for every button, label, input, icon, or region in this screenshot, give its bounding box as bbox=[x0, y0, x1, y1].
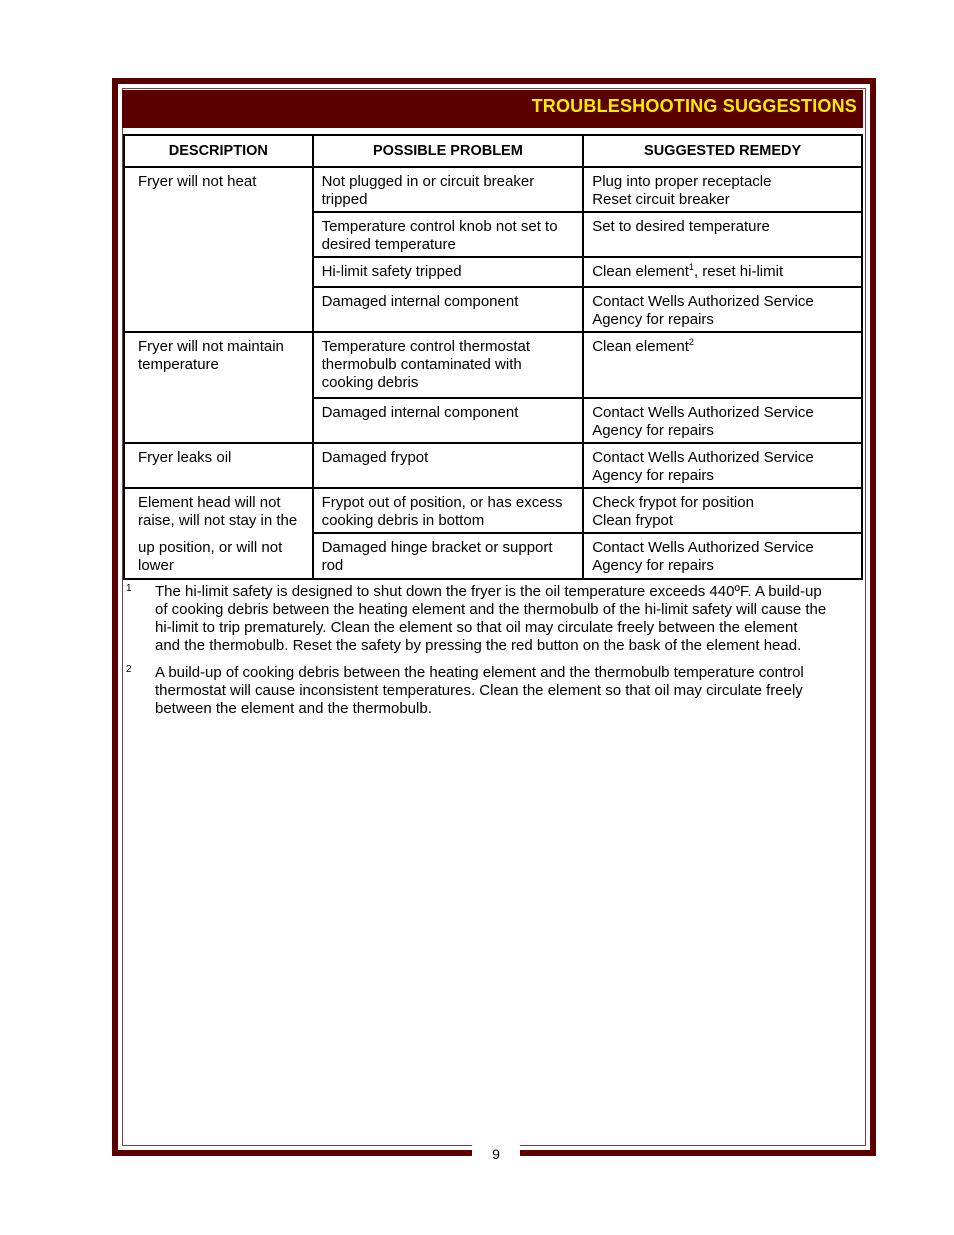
description-text: temperature bbox=[138, 356, 219, 373]
remedy-cell bbox=[583, 167, 862, 212]
table-row bbox=[124, 167, 862, 212]
problem-text: Temperature control thermostat bbox=[321, 338, 531, 355]
title-bar bbox=[122, 90, 863, 128]
remedy-text: Agency for repairs bbox=[592, 422, 714, 439]
problem-cell bbox=[313, 257, 584, 287]
footnote-text: A build-up of cooking debris between the heating element and the thermobulb temperature control bbox=[155, 664, 804, 681]
remedy-text: Clean element bbox=[592, 263, 689, 280]
problem-text: Damaged internal component bbox=[321, 404, 519, 421]
remedy-cell bbox=[583, 443, 862, 488]
problem-cell bbox=[313, 443, 584, 488]
table-row bbox=[124, 488, 862, 533]
remedy-cell bbox=[583, 287, 862, 332]
remedy-text: Reset circuit breaker bbox=[592, 191, 730, 208]
problem-text: rod bbox=[321, 557, 344, 574]
table-row bbox=[124, 332, 862, 398]
problem-cell bbox=[313, 398, 584, 443]
description-text: up position, or will not bbox=[138, 539, 283, 556]
header-possible-problem: POSSIBLE PROBLEM bbox=[313, 135, 584, 167]
footnote-text: thermostat will cause inconsistent temperatures. Clean the element so that oil may circulate freely bbox=[155, 682, 803, 699]
problem-cell bbox=[313, 332, 584, 398]
remedy-text: Clean frypot bbox=[592, 512, 674, 529]
description-text: Fryer will not maintain bbox=[138, 338, 284, 355]
problem-text: Temperature control knob not set to bbox=[321, 218, 558, 235]
description-text: lower bbox=[138, 557, 174, 574]
troubleshooting-table bbox=[123, 134, 863, 580]
problem-cell bbox=[313, 287, 584, 332]
remedy-cell bbox=[583, 488, 862, 533]
problem-cell bbox=[313, 533, 584, 579]
footnote-text: of cooking debris between the heating element and the thermobulb of the hi-limit safety will cause the bbox=[155, 601, 827, 618]
description-text: Fryer leaks oil bbox=[138, 449, 232, 466]
footnote-ref: 2 bbox=[688, 337, 694, 347]
problem-text: cooking debris bbox=[321, 374, 419, 391]
table-header-row bbox=[124, 135, 862, 167]
problem-cell bbox=[313, 167, 584, 212]
footnote-text: hi-limit to trip prematurely. Clean the element so that oil may circulate freely between the element bbox=[155, 619, 798, 636]
remedy-text: Clean element bbox=[592, 338, 689, 355]
problem-cell bbox=[313, 212, 584, 257]
remedy-text: Contact Wells Authorized Service bbox=[592, 293, 814, 310]
remedy-cell bbox=[583, 398, 862, 443]
remedy-text: , reset hi-limit bbox=[693, 263, 784, 280]
remedy-text: Check frypot for position bbox=[592, 494, 754, 511]
remedy-text: Contact Wells Authorized Service bbox=[592, 539, 814, 556]
header-suggested-remedy: SUGGESTED REMEDY bbox=[583, 135, 862, 167]
footnote bbox=[126, 664, 861, 718]
remedy-cell bbox=[583, 212, 862, 257]
description-text: raise, will not stay in the bbox=[138, 512, 298, 529]
remedy-text: Contact Wells Authorized Service bbox=[592, 449, 814, 466]
remedy-text: Agency for repairs bbox=[592, 557, 714, 574]
problem-text: desired temperature bbox=[321, 236, 456, 253]
footnote-ref: 1 bbox=[688, 262, 694, 272]
remedy-text: Set to desired temperature bbox=[592, 218, 770, 235]
footnote-mark: 2 bbox=[126, 664, 132, 675]
footnote-text: between the element and the thermobulb. bbox=[155, 700, 432, 717]
description-text: Element head will not bbox=[138, 494, 281, 511]
remedy-cell bbox=[583, 257, 862, 287]
problem-text: Not plugged in or circuit breaker bbox=[321, 173, 535, 190]
footnote-text: and the thermobulb. Reset the safety by pressing the red button on the bask of the element head. bbox=[155, 637, 802, 654]
problem-text: tripped bbox=[321, 191, 368, 208]
remedy-cell bbox=[583, 533, 862, 579]
page-number: 9 bbox=[492, 1146, 500, 1162]
description-cell bbox=[124, 443, 313, 488]
footnote bbox=[126, 583, 861, 655]
remedy-text: Plug into proper receptacle bbox=[592, 173, 772, 190]
problem-text: Damaged hinge bracket or support bbox=[321, 539, 553, 556]
description-text: Fryer will not heat bbox=[138, 173, 257, 190]
problem-text: Damaged internal component bbox=[321, 293, 519, 310]
table-row bbox=[124, 443, 862, 488]
description-cell bbox=[124, 167, 313, 332]
description-cell bbox=[124, 488, 313, 579]
problem-text: cooking debris in bottom bbox=[321, 512, 485, 529]
footnotes bbox=[126, 583, 861, 727]
problem-cell bbox=[313, 488, 584, 533]
problem-text: Damaged frypot bbox=[321, 449, 429, 466]
problem-text: Hi-limit safety tripped bbox=[321, 263, 462, 280]
remedy-text: Agency for repairs bbox=[592, 311, 714, 328]
page-title: TROUBLESHOOTING SUGGESTIONS bbox=[531, 96, 857, 116]
remedy-text: Contact Wells Authorized Service bbox=[592, 404, 814, 421]
header-description: DESCRIPTION bbox=[124, 135, 313, 167]
problem-text: thermobulb contaminated with bbox=[321, 356, 522, 373]
remedy-cell bbox=[583, 332, 862, 398]
problem-text: Frypot out of position, or has excess bbox=[321, 494, 563, 511]
footnote-text: The hi-limit safety is designed to shut down the fryer is the oil temperature exceeds 440ºF. A build-up bbox=[155, 583, 822, 600]
description-cell bbox=[124, 332, 313, 443]
footnote-mark: 1 bbox=[126, 583, 132, 594]
remedy-text: Agency for repairs bbox=[592, 467, 714, 484]
